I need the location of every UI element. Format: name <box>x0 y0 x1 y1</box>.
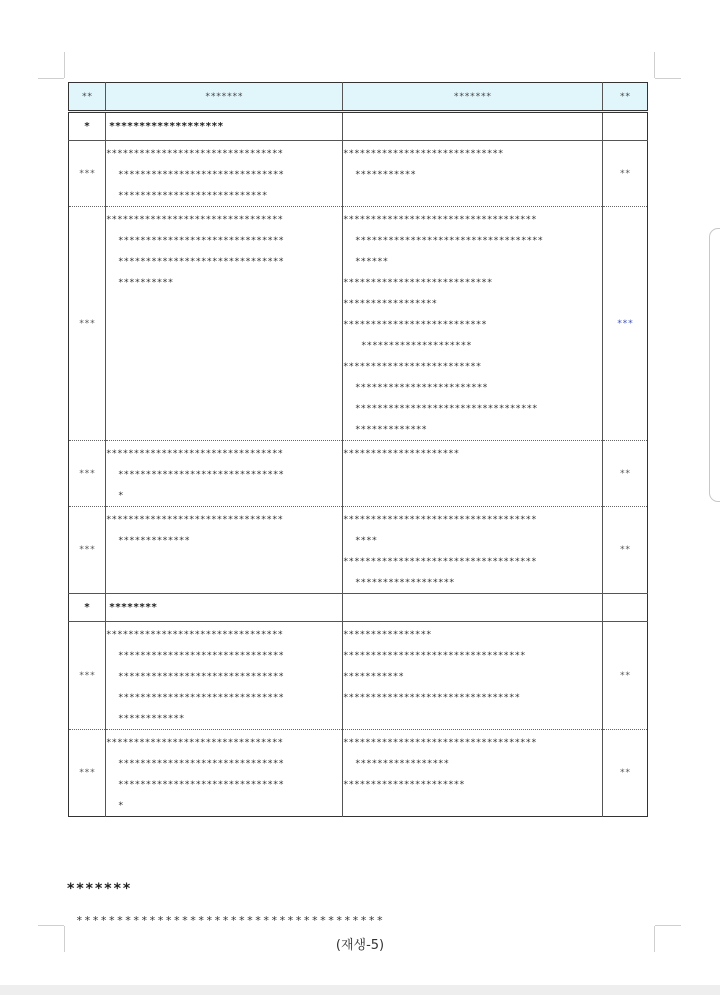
cell-text-line: *************************** <box>118 190 268 201</box>
cell-text-line: ********************************* <box>343 650 526 661</box>
grade-cell: ** <box>603 507 648 594</box>
grade-cell: ** <box>603 441 648 507</box>
cell-text-line: *********** <box>355 169 416 180</box>
cell-text-line: ****************************** <box>118 779 284 790</box>
crop-mark <box>38 78 64 79</box>
row-number: *** <box>69 507 106 594</box>
cell-text-line: ****************************** <box>118 235 284 246</box>
cell-text-line: *********** <box>343 671 404 682</box>
content-cell <box>343 207 603 441</box>
crop-mark <box>655 925 681 926</box>
section-empty-cell <box>343 112 603 141</box>
side-scroll-handle[interactable] <box>709 228 720 502</box>
section-empty-cell <box>603 594 648 622</box>
crop-mark <box>655 78 681 79</box>
cell-text-line: *********************************** <box>343 556 537 567</box>
footer-title: ******* <box>67 881 133 897</box>
footer-note: ************************************** <box>76 914 385 927</box>
section-row <box>69 112 648 141</box>
cell-text-line: ******************************** <box>106 629 284 640</box>
cell-text-line: ***************************** <box>343 148 504 159</box>
content-cell <box>343 730 603 817</box>
cell-text-line: ************************ <box>355 382 488 393</box>
cell-text-line: ****************************** <box>118 671 284 682</box>
grade-cell: ** <box>619 768 631 778</box>
table-row <box>69 441 648 507</box>
cell-text-line: ******************************** <box>106 214 284 225</box>
cell-text-line: ****************************** <box>118 169 284 180</box>
crop-mark <box>64 52 65 78</box>
cell-text-line: *********************************** <box>343 514 537 525</box>
cell-text-line: **************** <box>343 629 432 640</box>
cell-text-line: ********************** <box>343 779 465 790</box>
grade-cell: *** <box>603 207 648 441</box>
item-cell <box>106 207 343 441</box>
row-number: *** <box>69 622 106 730</box>
cell-text-line: * <box>118 800 124 811</box>
item-cell <box>106 730 343 817</box>
section-number: * <box>69 594 106 622</box>
cell-text-line: *********************************** <box>343 214 537 225</box>
table-row <box>69 207 648 441</box>
cell-text-line: ********************************* <box>355 403 538 414</box>
viewer-bottom-bar <box>0 985 720 995</box>
cell-text-line: ********************* <box>343 448 460 459</box>
cell-text-line: * <box>118 490 124 501</box>
cell-text-line: ************************** <box>343 319 487 330</box>
crop-mark <box>38 925 64 926</box>
table-row <box>69 730 648 817</box>
row-number: *** <box>69 141 106 207</box>
content-cell <box>343 622 603 730</box>
cell-text-line: *************************** <box>343 277 493 288</box>
page-number: (재생-5) <box>335 938 385 953</box>
cell-text-line: ************* <box>355 424 427 435</box>
table-header-row <box>69 83 648 112</box>
item-cell <box>106 141 343 207</box>
row-number: *** <box>69 207 106 441</box>
cell-text-line: ********** <box>118 277 174 288</box>
cell-text-line: ******************************** <box>106 514 284 525</box>
section-empty-cell <box>343 594 603 622</box>
cell-text-line: ************* <box>118 535 190 546</box>
header-item: ******* <box>106 83 343 112</box>
cell-text-line: ***************** <box>355 758 450 769</box>
section-title: ******************* <box>106 112 343 141</box>
cell-text-line: ******************** <box>361 340 472 351</box>
cell-text-line: ************ <box>118 713 185 724</box>
grade-cell: ** <box>603 622 648 730</box>
table-row <box>69 622 648 730</box>
row-number: *** <box>69 441 106 507</box>
cell-text-line: ****************************** <box>118 692 284 703</box>
evaluation-table <box>68 82 648 817</box>
row-number: *** <box>69 730 106 817</box>
table-row <box>69 507 648 594</box>
section-title: ******** <box>106 594 343 622</box>
cell-text-line: ****************************** <box>118 469 284 480</box>
cell-text-line: ****************************** <box>118 650 284 661</box>
table-row <box>69 141 648 207</box>
section-row <box>69 594 648 622</box>
cell-text-line: ****************** <box>355 577 455 588</box>
cell-text-line: **** <box>355 535 378 546</box>
cell-text-line: ****************************** <box>118 256 284 267</box>
table-body <box>69 112 648 817</box>
cell-text-line: ******************************** <box>106 737 284 748</box>
section-number: * <box>69 112 106 141</box>
section-empty-cell <box>603 112 648 141</box>
header-grade: ** <box>603 83 648 112</box>
cell-text-line: ************************* <box>343 361 482 372</box>
header-no: ** <box>69 83 106 112</box>
item-cell <box>106 622 343 730</box>
cell-text-line: ****************************** <box>118 758 284 769</box>
content-cell <box>343 441 603 507</box>
cell-text-line: ***************** <box>343 298 438 309</box>
item-cell <box>106 507 343 594</box>
cell-text-line: *********************************** <box>343 737 537 748</box>
cell-text-line: ****** <box>355 256 389 267</box>
cell-text-line: ******************************** <box>106 148 284 159</box>
cell-text-line: ********************************** <box>355 235 544 246</box>
content-cell <box>343 141 603 207</box>
cell-text-line: ******************************** <box>343 692 521 703</box>
grade-cell: ** <box>603 141 648 207</box>
content-cell <box>343 507 603 594</box>
cell-text-line: ******************************** <box>106 448 284 459</box>
crop-mark <box>654 52 655 78</box>
item-cell <box>106 441 343 507</box>
header-content: ******* <box>343 83 603 112</box>
